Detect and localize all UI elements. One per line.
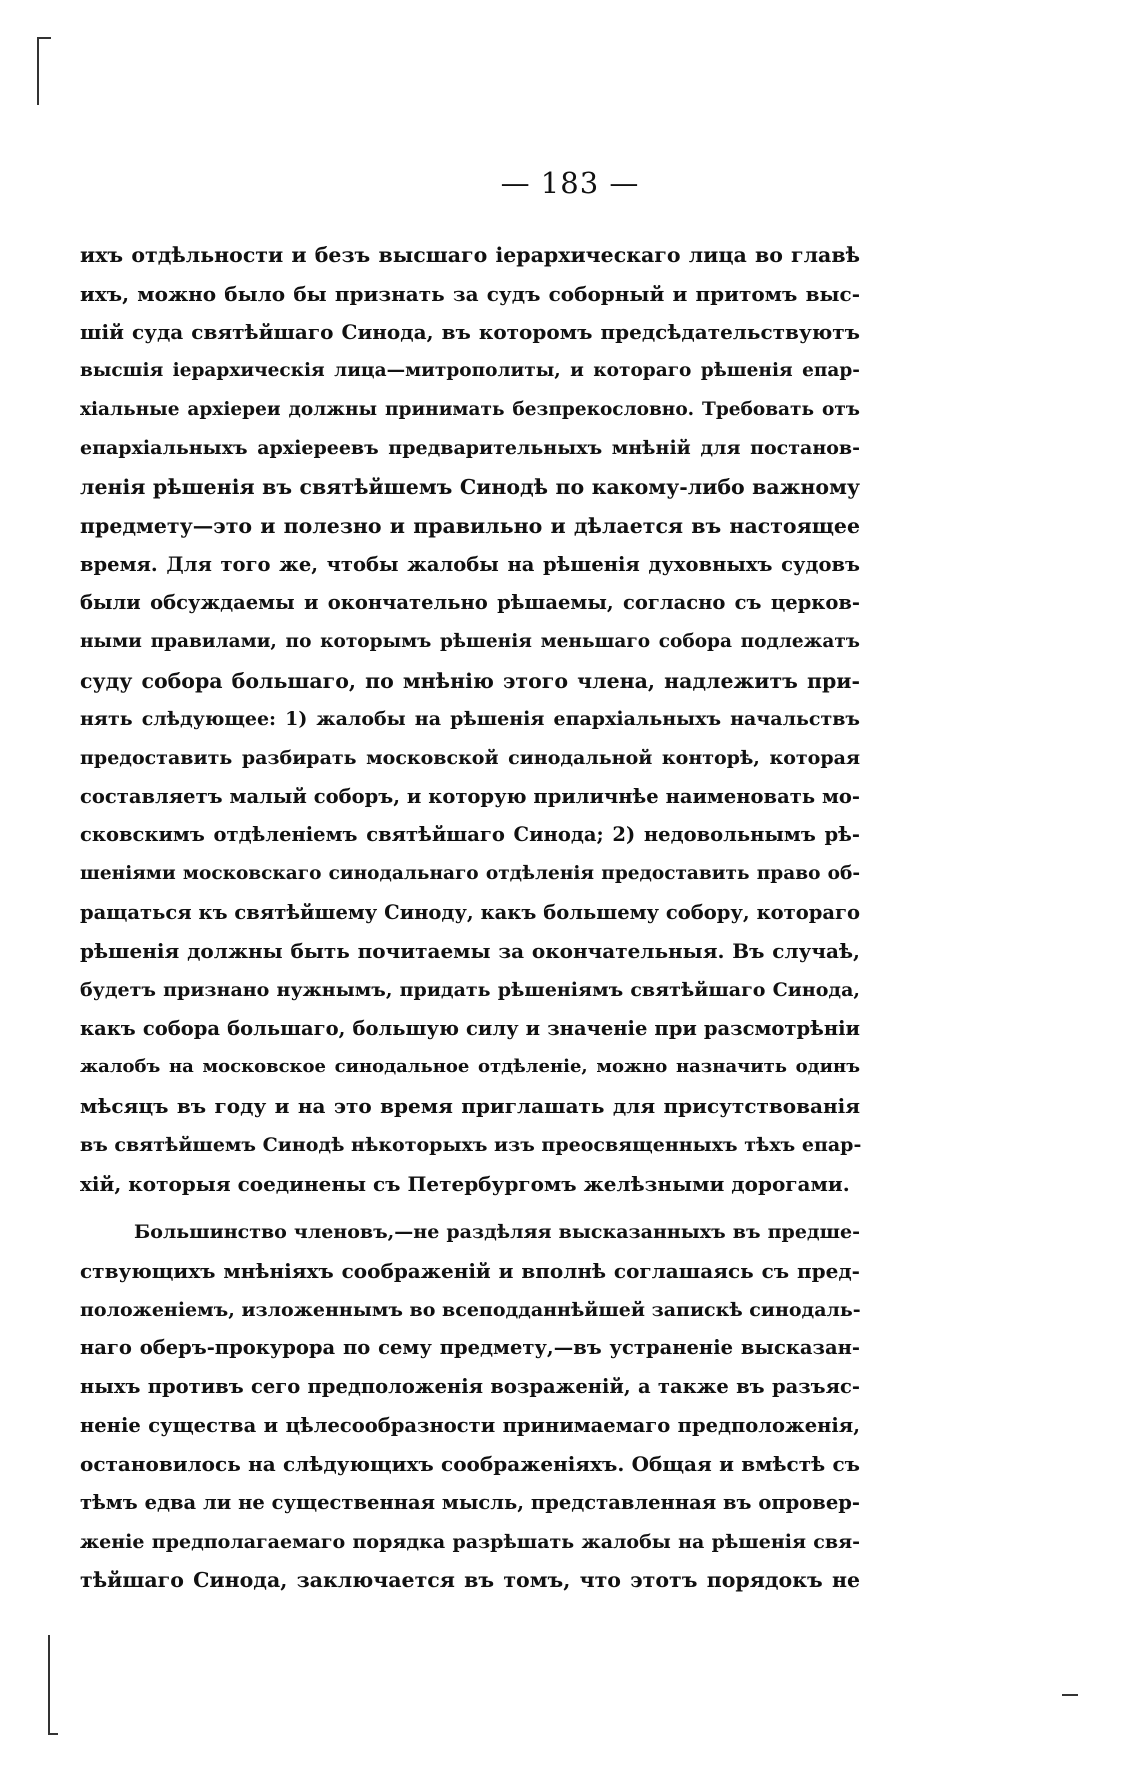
text-line: въ святѣйшемъ Синодѣ нѣкоторыхъ изъ преосвященныхъ тѣхъ епар- xyxy=(80,1133,862,1156)
text-line: нять слѣдующее: 1) жалобы на рѣшенія епархіальныхъ начальствъ xyxy=(80,708,860,731)
paragraph-2 xyxy=(80,1213,860,1600)
text-line: остановилось на слѣдующихъ соображеніяхъ. Общая и вмѣстѣ съ xyxy=(80,1452,860,1477)
text-line: тѣйшаго Синода, заключается въ томъ, что этотъ порядокъ не xyxy=(80,1568,860,1593)
text-line: мѣсяцъ въ году и на это время приглашать для присутствованія xyxy=(80,1094,860,1119)
crop-mark-bottom-left-vertical xyxy=(48,1635,50,1735)
paragraph-gap xyxy=(80,1203,860,1213)
crop-mark-bottom-right xyxy=(1062,1694,1078,1696)
body-text xyxy=(80,236,860,1600)
text-line: время. Для того же, чтобы жалобы на рѣшенія духовныхъ судовъ xyxy=(80,552,860,576)
crop-mark-bottom-left-horizontal xyxy=(48,1733,58,1735)
text-line: неніе существа и цѣлесообразности принимаемаго предположенія, xyxy=(80,1413,860,1437)
page-number: — 183 — xyxy=(500,166,640,200)
text-line: женіе предполагаемаго порядка разрѣшать жалобы на рѣшенія свя- xyxy=(80,1530,860,1553)
text-line: были обсуждаемы и окончательно рѣшаемы, согласно съ церков- xyxy=(80,591,860,615)
text-line: какъ собора большаго, большую силу и значеніе при разсмотрѣніи xyxy=(80,1016,860,1040)
text-line: ленія рѣшенія въ святѣйшемъ Синодѣ по какому-либо важному xyxy=(80,475,860,500)
text-line: наго оберъ-прокурора по сему предмету,—въ устраненіе высказан- xyxy=(80,1336,860,1360)
text-line: будетъ признано нужнымъ, придать рѣшеніямъ святѣйшаго Синода, xyxy=(80,979,860,1002)
text-line: шій суда святѣйшаго Синода, въ которомъ предсѣдательствуютъ xyxy=(80,320,860,345)
text-line: жалобъ на московское синодальное отдѣленіе, можно назначить одинъ xyxy=(80,1056,860,1078)
text-line: Большинство членовъ,—не раздѣляя высказанныхъ въ предше- xyxy=(134,1221,860,1244)
text-line: ихъ отдѣльности и безъ высшаго іерархическаго лица во главѣ xyxy=(80,243,860,267)
text-line: рѣшенія должны быть почитаемы за окончательныя. Въ случаѣ, xyxy=(80,939,860,964)
text-line: составляетъ малый соборъ, и которую приличнѣе наименовать мо- xyxy=(80,784,860,808)
text-line: тѣмъ едва ли не существенная мысль, представленная въ опровер- xyxy=(80,1491,860,1514)
text-line: предоставить разбирать московской синодальной конторѣ, которая xyxy=(80,746,860,769)
text-line: суду собора большаго, по мнѣнію этого члена, надлежитъ при- xyxy=(80,668,860,693)
text-line: сковскимъ отдѣленіемъ святѣйшаго Синода; 2) недовольнымъ рѣ- xyxy=(80,823,860,847)
paragraph-1 xyxy=(80,236,860,1203)
text-line: ными правилами, по которымъ рѣшенія меньшаго собора подлежатъ xyxy=(80,630,860,652)
text-line: ныхъ противъ сего предположенія возраженій, а также въ разъяс- xyxy=(80,1374,860,1398)
text-line: положеніемъ, изложеннымъ во всеподданнѣйшей запискѣ синодаль- xyxy=(80,1298,861,1321)
text-line: высшія іерархическія лица—митрополиты, и котораго рѣшенія епар- xyxy=(80,360,860,382)
text-line: хіальные архіереи должны принимать безпрекословно. Требовать отъ xyxy=(80,398,860,420)
crop-mark-top-left-vertical xyxy=(37,37,39,105)
text-line: ихъ, можно было бы признать за судъ соборный и притомъ выс- xyxy=(80,281,860,306)
text-line: шеніями московскаго синодальнаго отдѣленія предоставить право об- xyxy=(80,863,860,884)
crop-mark-top-left-horizontal xyxy=(37,37,51,39)
text-line: хій, которыя соединены съ Петербургомъ желѣзными дорогами. xyxy=(80,1171,850,1196)
text-line: ращаться къ святѣйшему Синоду, какъ большему собору, котораго xyxy=(80,900,860,924)
text-line: предмету—это и полезно и правильно и дѣлается въ настоящее xyxy=(80,513,860,538)
text-line: ствующихъ мнѣніяхъ соображеній и вполнѣ соглашаясь съ пред- xyxy=(80,1258,860,1283)
text-line: епархіальныхъ архіереевъ предварительныхъ мнѣній для постанов- xyxy=(80,437,860,460)
